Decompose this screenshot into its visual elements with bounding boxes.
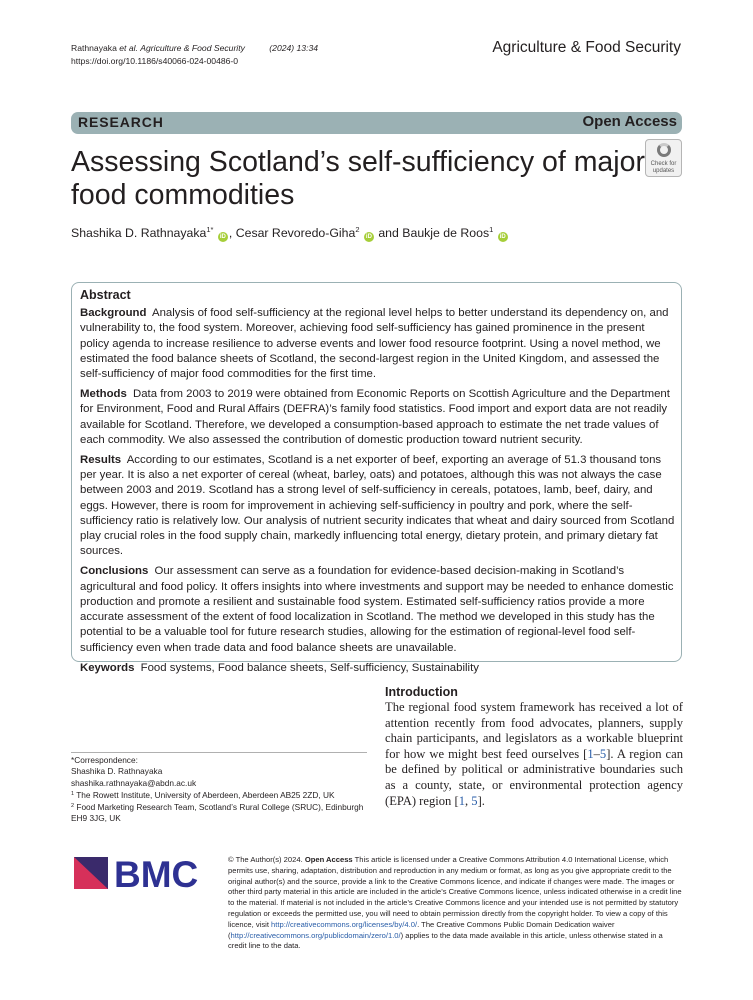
intro-text: The regional food system framework has received a lot of attention recently from food advocates, planners, supply chain participants, and legislators as a workable blueprint for how we might best feed ourselves [ bbox=[385, 700, 683, 761]
license-text: . The Creative Commons Public Domain Dedication waiver ( bbox=[228, 919, 615, 940]
affiliation-text: Food Marketing Research Team, Scotland’s Rural College (SRUC), Edinburgh EH9 3JG, UK bbox=[71, 802, 364, 824]
citation-et-al: et al. bbox=[119, 43, 138, 53]
license-link[interactable]: http://creativecommons.org/licenses/by/4.0/ bbox=[271, 919, 418, 929]
open-access-label: Open Access bbox=[304, 855, 353, 864]
author-separator: , bbox=[228, 226, 236, 240]
abstract-keywords bbox=[80, 661, 676, 676]
section-heading: Background bbox=[80, 307, 147, 319]
abstract-box bbox=[71, 282, 682, 674]
reference-link[interactable]: 5 bbox=[471, 793, 478, 808]
introduction-heading: Introduction bbox=[385, 685, 458, 699]
citation-authors: Rathnayaka bbox=[71, 43, 117, 53]
reference-link[interactable]: 1 bbox=[458, 793, 465, 808]
section-heading: Keywords bbox=[80, 661, 135, 674]
author-name[interactable]: Baukje de Roos bbox=[402, 226, 490, 240]
doi-link[interactable]: https://doi.org/10.1186/s40066-024-00486-0 bbox=[71, 56, 239, 66]
author-affiliation: 2 bbox=[355, 225, 360, 234]
article-type-label: RESEARCH bbox=[78, 114, 164, 130]
affiliation-number: 1 bbox=[71, 790, 75, 797]
section-text: Analysis of food self-sufficiency at the regional level helps to better understand its dependency on, and vulnerability to, the food system. Moreover, achieving food self-sufficiency has gained prominence in the present policy agenda to increase resilience to adverse events and lower food resource footprint. Using a novel method, we estimated the food balance sheets of Scotland, the second-largest region in the United Kingdom, and assessed the self-sufficiency of major food commodities for the first time. bbox=[80, 307, 669, 381]
waiver-link[interactable]: http://creativecommons.org/publicdomain/zero/1.0/ bbox=[230, 930, 401, 940]
author-name[interactable]: Cesar Revoredo-Giha bbox=[235, 226, 356, 240]
article-type-banner bbox=[71, 112, 682, 134]
bmc-logo-text: BMC bbox=[114, 855, 199, 891]
abstract-heading: Abstract bbox=[80, 288, 131, 302]
reference-link[interactable]: 1 bbox=[587, 746, 594, 761]
abstract-results bbox=[80, 453, 676, 560]
affiliation-2 bbox=[71, 801, 371, 825]
intro-text: – bbox=[593, 746, 600, 761]
check-updates-line1: Check for bbox=[650, 161, 677, 167]
author-separator: and bbox=[374, 226, 403, 240]
intro-text: ]. A region can be defined by political or administrative boundaries such as a county, state, or environmental protection agency (EPA) region [ bbox=[385, 746, 683, 808]
abstract-body bbox=[80, 306, 676, 680]
section-heading: Conclusions bbox=[80, 565, 149, 578]
intro-text: , bbox=[464, 793, 472, 808]
license-text: This article is licensed under a Creative Commons Attribution 4.0 International License, which permits use, sharing, adaptation, distribution and reproduction in any medium or format, as long as you give appropriate credit to the original author(s) and the source, provide a link to the Creative Commons licence, and indicate if changes were made. The images or other third party material in this article are included in the article’s Creative Commons licence, unless indicated otherwise in a credit line to the material. If material is not included in the article’s Creative Commons licence and your intended use is not permitted by statutory regulation or exceeds the permitted use, you will need to obtain permission directly from the copyright holder. To view a copy of this licence, visit bbox=[228, 855, 682, 929]
affiliation-text: The Rowett Institute, University of Aberdeen, Aberdeen AB25 2ZD, UK bbox=[76, 789, 335, 800]
affiliation-number: 2 bbox=[71, 803, 75, 810]
orcid-icon[interactable]: iD bbox=[499, 234, 506, 240]
section-text: Our assessment can serve as a foundation for evidence-based decision-making in Scotland’s agricultural and food policy. It offers insights into where investments and support may be needed to enhance domestic production and promote a resilient and sustainable food system. Estimated self-sufficiency ratios provide a more accurate assessment of the extent of food localization in Scotland. The method we developed in this study has the potential to be a valuable tool for future research studies, allowing for the estimation of regional-level food self-sufficiency even when trade data and food balance sheets are unavailable. bbox=[80, 565, 674, 654]
introduction-paragraph bbox=[385, 700, 683, 809]
abstract-methods bbox=[80, 387, 676, 448]
check-updates-icon bbox=[657, 143, 671, 157]
citation-journal: Agriculture & Food Security bbox=[140, 43, 245, 53]
abstract-conclusions bbox=[80, 564, 676, 656]
license-statement bbox=[228, 855, 683, 952]
section-text: Food systems, Food balance sheets, Self-sufficiency, Sustainability bbox=[140, 661, 479, 674]
affiliation-1 bbox=[71, 789, 371, 801]
open-access-label: Open Access bbox=[582, 113, 677, 130]
citation-header bbox=[71, 42, 318, 68]
correspondence-email[interactable]: shashika.rathnayaka@abdn.ac.uk bbox=[71, 777, 197, 788]
section-heading: Methods bbox=[80, 387, 127, 400]
license-text: ) applies to the data made available in this article, unless otherwise stated in a credit line to the data. bbox=[228, 930, 663, 951]
orcid-icon[interactable]: iD bbox=[219, 234, 226, 240]
journal-name: Agriculture & Food Security bbox=[492, 39, 681, 56]
author-affiliation: 1 bbox=[489, 225, 494, 234]
check-for-updates-button[interactable] bbox=[645, 139, 682, 177]
section-heading: Results bbox=[80, 453, 122, 466]
correspondence-label: *Correspondence: bbox=[71, 755, 138, 765]
article-title: Assessing Scotland’s self-sufficiency of major food commodities bbox=[71, 146, 645, 211]
author-name[interactable]: Shashika D. Rathnayaka bbox=[71, 226, 207, 240]
section-text: According to our estimates, Scotland is a net exporter of beef, exporting an average of 51.3 thousand tons per year. It is also a net exporter of cereal (wheat, barley, oats) and potatoes, although this was not always the case between 2003 and 2019. Scotland has a strong level of self-sufficiency in cereals, potatoes, lamb, beef, dairy, and eggs. However, there is room for improvement in achieving self-sufficiency in poultry and pork, where the self-sufficiency ratio is relatively low. Our analysis of nutrient security indicates that wheat and dairy sourced from Scotland play crucial roles in the food supply chain, markedly influencing total energy, dietary protein, and primary dietary fat sources. bbox=[80, 453, 675, 558]
check-updates-line2: updates bbox=[652, 168, 675, 174]
author-affiliation: 1* bbox=[206, 225, 214, 234]
bmc-logo bbox=[74, 855, 209, 891]
copyright-text: © The Author(s) 2024. bbox=[228, 855, 303, 864]
orcid-icon[interactable]: iD bbox=[365, 234, 372, 240]
author-list bbox=[71, 225, 509, 242]
reference-link[interactable]: 5 bbox=[599, 746, 607, 761]
citation-year-volume: (2024) 13:34 bbox=[269, 43, 319, 53]
citation-line bbox=[71, 42, 318, 55]
section-text: Data from 2003 to 2019 were obtained from Economic Reports on Scottish Agriculture and the Department for Environment, Food and Rural Affairs (DEFRA)’s family food statistics. Food import and export data are not readily available for Scotland. Therefore, we developed a consumption-based approach to estimate the net trade values of each commodity. We also assessed the contribution of domestic production toward nutrient security. bbox=[80, 387, 670, 446]
correspondence-name: Shashika D. Rathnayaka bbox=[71, 766, 163, 777]
footnote-divider bbox=[71, 752, 367, 753]
intro-text: ]. bbox=[477, 793, 485, 808]
abstract-background bbox=[80, 306, 676, 382]
correspondence-block bbox=[71, 755, 371, 825]
